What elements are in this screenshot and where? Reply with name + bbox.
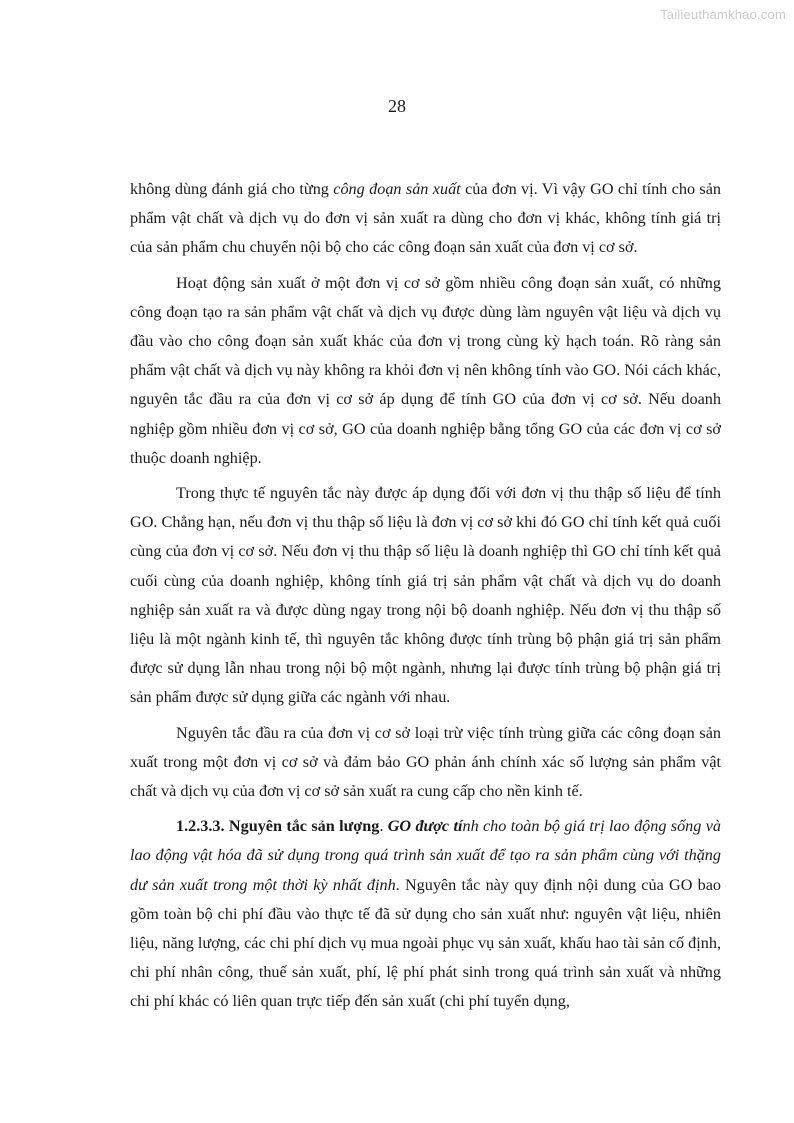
paragraph-1-text-b: của đơn vị. Vì vậy GO chỉ tính cho sản phẩm vật chất và dịch vụ do đơn vị sản xuất ra dùng cho đơn vị khác, không tính giá trị của sản phẩm chu chuyển nội bộ cho các công đoạn sản xuất của đơn vị cơ sở.	[130, 180, 722, 257]
section-heading: 1.2.3.3. Nguyên tắc sản lượng	[176, 817, 380, 836]
page-number: 28	[388, 96, 406, 116]
paragraph-5-bold-italic: GO được tí	[387, 817, 463, 836]
paragraph-5	[130, 812, 721, 1016]
section-heading-punct: .	[379, 817, 388, 836]
document-body	[130, 175, 721, 1023]
paragraph-3: Trong thực tế nguyên tắc này được áp dụng đối với đơn vị thu thập số liệu để tính GO. Chẳng hạn, nếu đơn vị thu thập số liệu là đơn vị cơ sở khi đó GO chỉ tính kết quả cuối cùng của đơn vị cơ sở. Nếu đơn vị thu thập số liệu là doanh nghiệp thì GO chỉ tính kết quả cuối cùng của doanh nghiệp, không tính giá trị sản phẩm vật chất và dịch vụ do doanh nghiệp sản xuất ra và được dùng ngay trong nội bộ doanh nghiệp. Nếu đơn vị thu thập số liệu là một ngành kinh tế, thì nguyên tắc không được tính trùng bộ phận giá trị sản phẩm được sử dụng lẫn nhau trong nội bộ một ngành, nhưng lại được tính trùng bộ phận giá trị sản phẩm được sử dụng giữa các ngành với nhau.	[130, 484, 721, 707]
paragraph-5-text: . Nguyên tắc này quy định nội dung của GO bao gồm toàn bộ chi phí đầu vào thực tế đã sử dụng cho sản xuất như: nguyên vật liệu, nhiên liệu, năng lượng, các chi phí dịch vụ mua ngoài phục vụ sản xuất, khấu hao tài sản cố định, chi phí nhân công, thuế sản xuất, phí, lệ phí phát sinh trong quá trình sản xuất và những chi phí khác có liên quan trực tiếp đến sản xuất (chi phí tuyển dụng,	[130, 875, 722, 1011]
paragraph-4: Nguyên tắc đầu ra của đơn vị cơ sở loại trừ việc tính trùng giữa các công đoạn sản xuất trong một đơn vị cơ sở và đảm bảo GO phản ánh chính xác số lượng sản phẩm vật chất và dịch vụ của đơn vị cơ sở sản xuất ra cung cấp cho nền kinh tế.	[130, 723, 721, 801]
paragraph-1-italic: công đoạn sản xuất	[333, 180, 461, 198]
paragraph-1	[130, 175, 721, 263]
paragraph-1-text-a: không dùng đánh giá cho từng	[130, 180, 334, 198]
paragraph-5-italic: nh cho toàn bộ giá trị lao động sống và lao động vật hóa đã sử dụng trong quá trình sản xuất để tạo ra sản phẩm cùng với thặng dư sản xuất trong một thời kỳ nhất định	[130, 817, 721, 894]
watermark: Tailieuthamkhao.com	[660, 7, 786, 22]
paragraph-2: Hoạt động sản xuất ở một đơn vị cơ sở gồm nhiều công đoạn sản xuất, có những công đoạn tạo ra sản phẩm vật chất và dịch vụ được dùng làm nguyên vật liệu và dịch vụ đầu vào cho công đoạn sản xuất khác của đơn vị trong cùng kỳ hạch toán. Rõ ràng sản phẩm vật chất và dịch vụ này không ra khỏi đơn vị nên không tính vào GO. Nói cách khác, nguyên tắc đầu ra của đơn vị cơ sở áp dụng để tính GO của đơn vị cơ sở. Nếu doanh nghiệp gồm nhiều đơn vị cơ sở, GO của doanh nghiệp bằng tổng GO của các đơn vị cơ sở thuộc doanh nghiệp.	[130, 273, 721, 467]
